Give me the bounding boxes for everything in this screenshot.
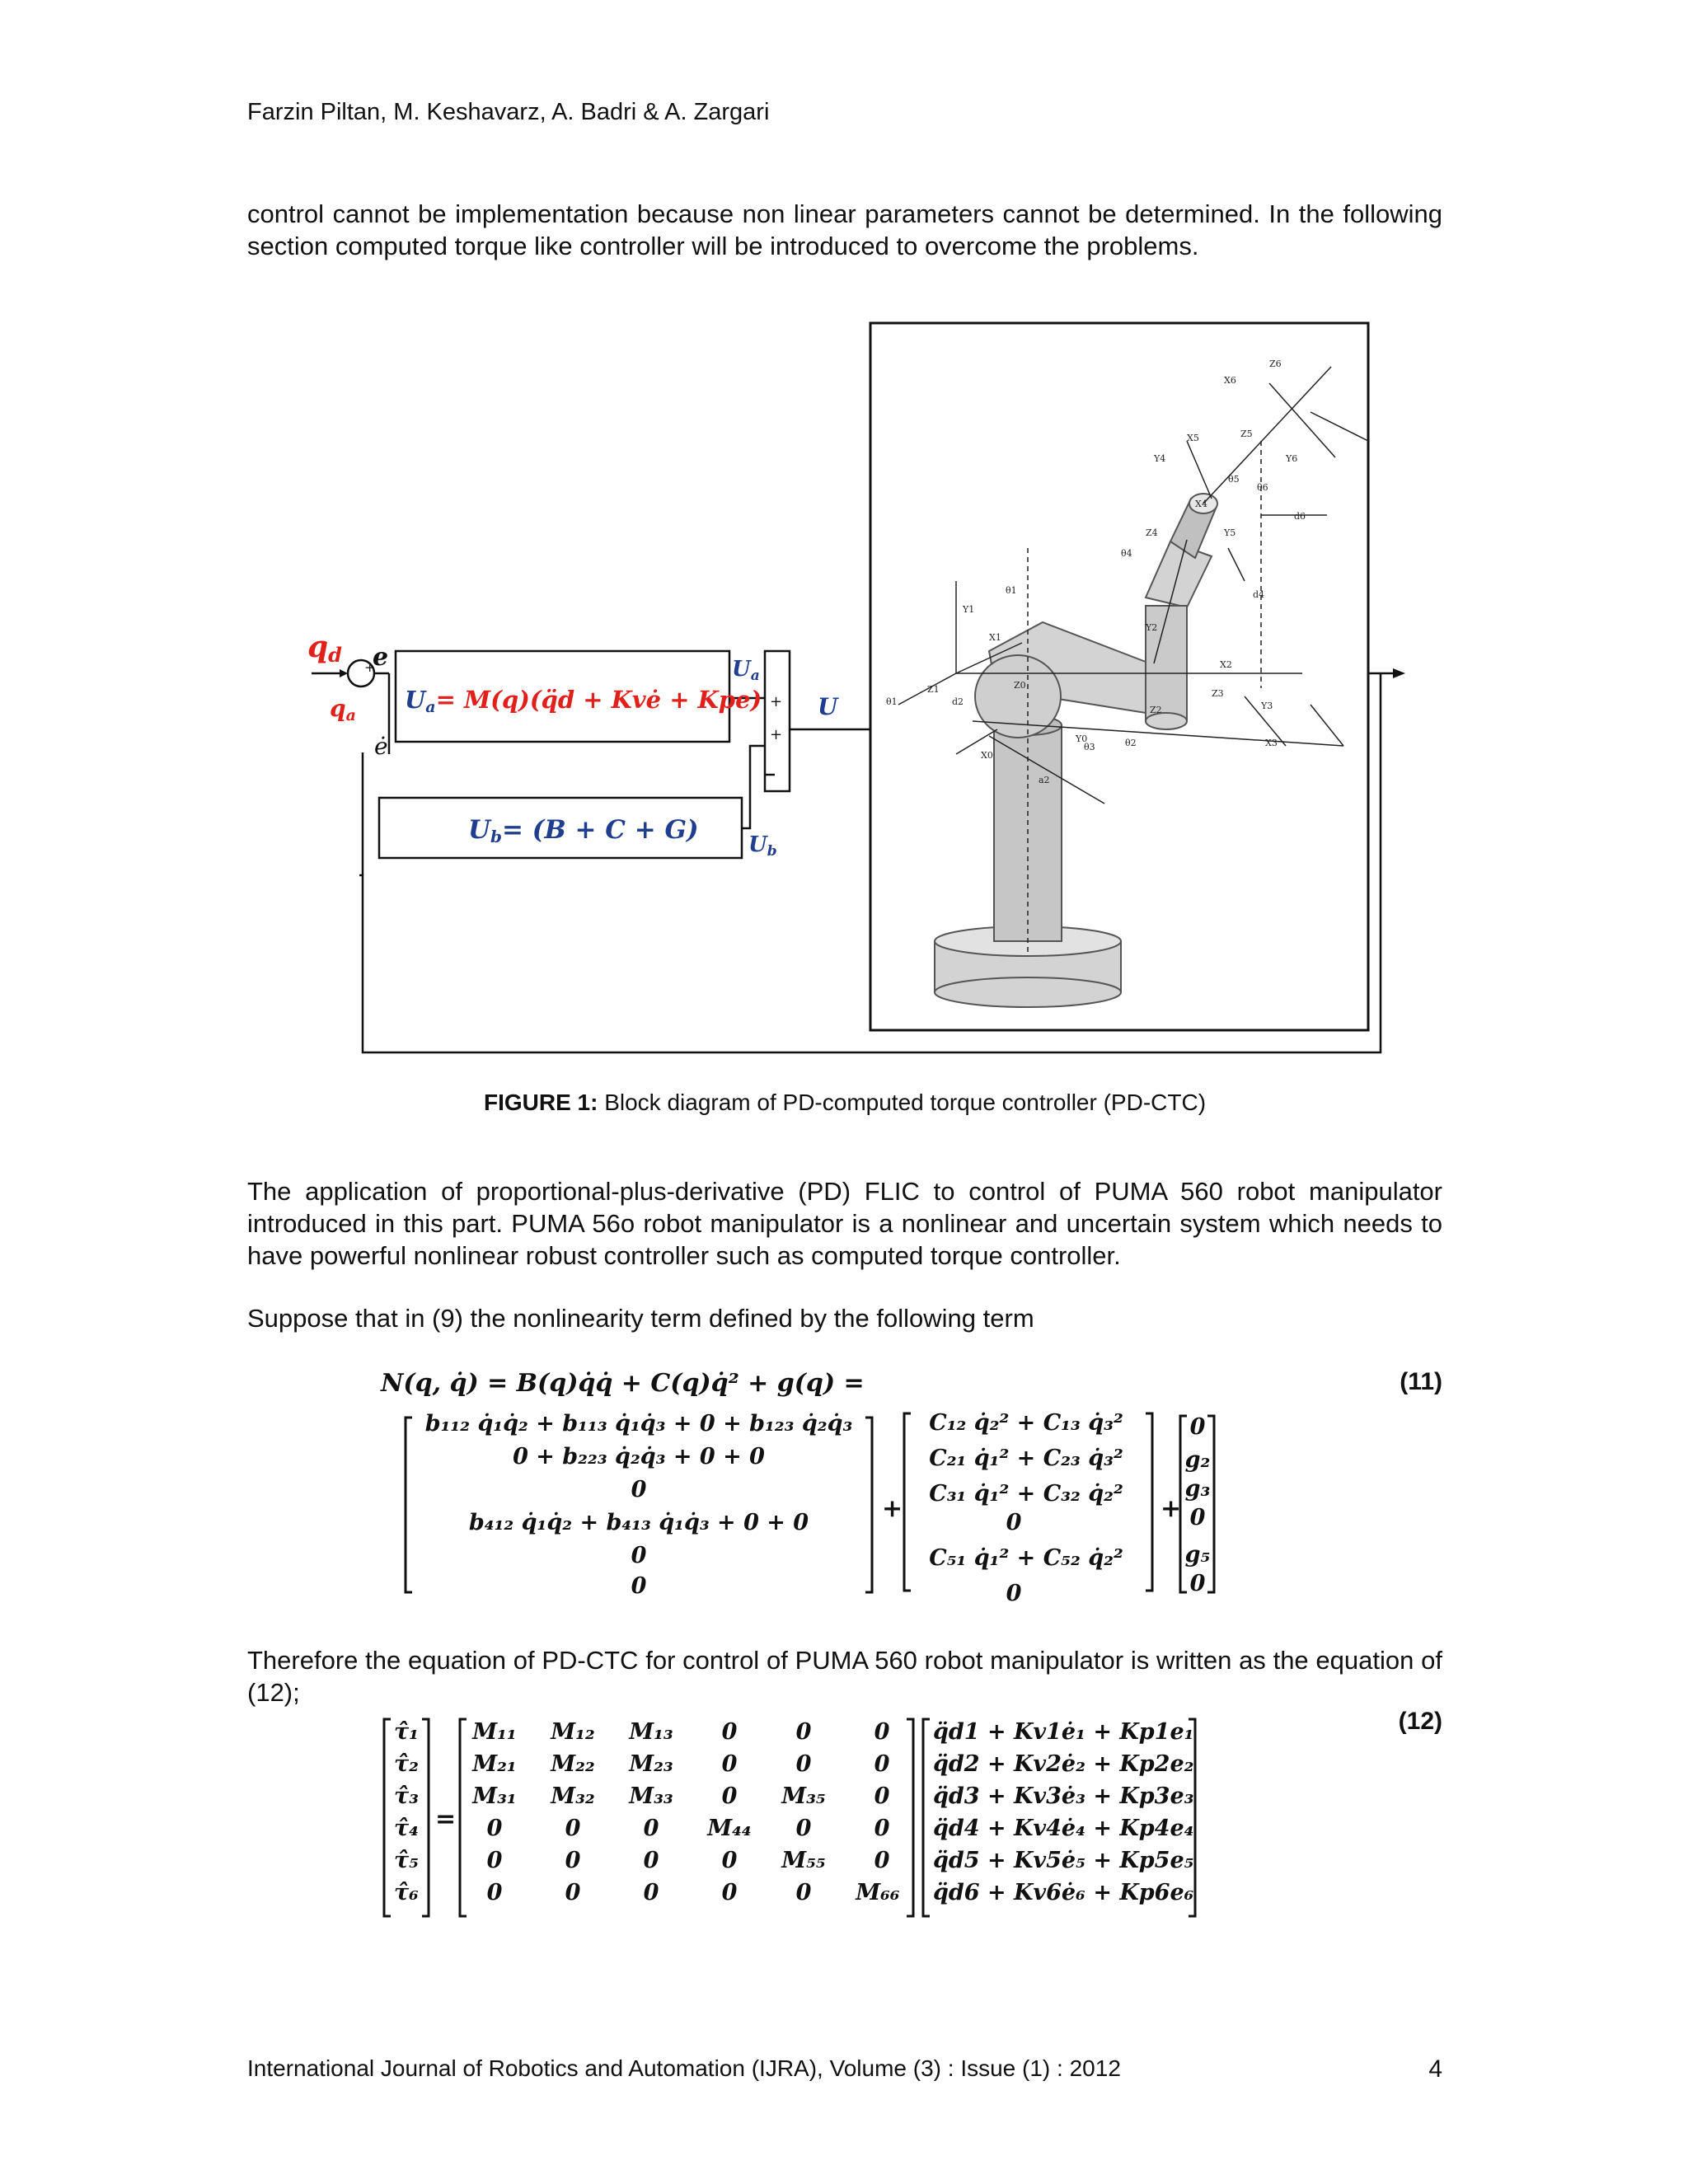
- svg-text:τ̂₂: τ̂₂: [394, 1751, 419, 1777]
- summer-plus-bottom: +: [770, 726, 783, 743]
- svg-text:θ3: θ3: [1084, 742, 1095, 752]
- svg-text:X1: X1: [989, 632, 1001, 643]
- svg-text:Y1: Y1: [963, 604, 975, 615]
- svg-text:τ̂₁: τ̂₁: [394, 1719, 419, 1745]
- svg-text:0: 0: [1189, 1571, 1206, 1596]
- error-derivative-label: ė: [374, 733, 388, 760]
- svg-text:τ̂₄: τ̂₄: [394, 1816, 419, 1841]
- running-header: Farzin Piltan, M. Keshavarz, A. Badri & A. Zargari: [247, 99, 770, 125]
- intro-paragraph: control cannot be implementation because non linear parameters cannot be determined. In the following section computed torque like controller will be introduced to overcome the problems.: [247, 199, 1442, 260]
- svg-text:M₄₄: M₄₄: [707, 1816, 752, 1841]
- eq12-tau-column: [394, 1719, 419, 1905]
- svg-text:0: 0: [486, 1880, 503, 1905]
- svg-text:0: 0: [631, 1543, 647, 1568]
- svg-text:τ̂₆: τ̂₆: [394, 1880, 419, 1905]
- svg-text:0: 0: [643, 1848, 659, 1873]
- svg-text:X2: X2: [1220, 659, 1232, 670]
- journal-footer: International Journal of Robotics and Automation (IJRA), Volume (3) : Issue (1) : 2012: [247, 2055, 1121, 2081]
- svg-text:q̈d3 + Kv3ė₃ + Kp3e₃: q̈d3 + Kv3ė₃ + Kp3e₃: [933, 1783, 1194, 1809]
- svg-text:0: 0: [565, 1816, 581, 1841]
- svg-text:M₃₂: M₃₂: [551, 1783, 595, 1809]
- svg-text:0: 0: [631, 1573, 647, 1599]
- eq12-mass-matrix: [471, 1719, 900, 1905]
- svg-text:0: 0: [795, 1751, 812, 1777]
- svg-text:M₃₃: M₃₃: [629, 1783, 673, 1809]
- svg-text:Y0: Y0: [1076, 733, 1088, 744]
- svg-text:0: 0: [874, 1719, 890, 1745]
- caption-text: Block diagram of PD-computed torque controller (PD-CTC): [598, 1090, 1207, 1115]
- svg-text:Z3: Z3: [1212, 688, 1224, 699]
- svg-text:M₅₅: M₅₅: [781, 1848, 826, 1873]
- svg-text:0: 0: [486, 1816, 503, 1841]
- svg-text:0: 0: [643, 1880, 659, 1905]
- svg-text:M₂₃: M₂₃: [629, 1751, 673, 1777]
- svg-text:Z1: Z1: [927, 684, 940, 695]
- svg-text:θ6: θ6: [1257, 482, 1268, 493]
- svg-text:0: 0: [721, 1880, 738, 1905]
- svg-text:0: 0: [1006, 1510, 1022, 1535]
- svg-text:d2: d2: [952, 696, 964, 707]
- svg-text:Z5: Z5: [1240, 429, 1253, 439]
- svg-text:θ1: θ1: [886, 696, 898, 707]
- eq12-pd-vector: [933, 1719, 1194, 1905]
- ua-signal-label: Ua: [732, 657, 760, 684]
- svg-text:q̈d6 + Kv6ė₆ + Kp6e₆: q̈d6 + Kv6ė₆ + Kp6e₆: [933, 1880, 1194, 1905]
- eq11-c-column: [929, 1410, 1123, 1606]
- svg-text:0: 0: [565, 1880, 581, 1905]
- svg-text:0 + b₂₂₃ q̇₂q̇₃ + 0 + 0: 0 + b₂₂₃ q̇₂q̇₃ + 0 + 0: [513, 1444, 765, 1469]
- u-signal-label: U: [818, 693, 838, 720]
- svg-text:X0: X0: [981, 750, 993, 761]
- svg-text:C₃₁ q̇₁² + C₃₂ q̇₂²: C₃₁ q̇₁² + C₃₂ q̇₂²: [929, 1481, 1123, 1507]
- pd-ctc-equation-paragraph: Therefore the equation of PD-CTC for control of PUMA 560 robot manipulator is written as the equation of (12);: [247, 1646, 1442, 1707]
- svg-text:0: 0: [486, 1848, 503, 1873]
- svg-text:Z0: Z0: [1014, 680, 1026, 691]
- svg-text:Y5: Y5: [1224, 527, 1236, 538]
- svg-text:b₁₁₂ q̇₁q̇₂ + b₁₁₃ q̇₁q̇₃ + 0: b₁₁₂ q̇₁q̇₂ + b₁₁₃ q̇₁q̇₃ + 0 + b₁₂₃ q̇₂q̇₃: [424, 1411, 853, 1436]
- svg-text:d4: d4: [1253, 589, 1265, 600]
- equation-12-number: (12): [1398, 1708, 1442, 1735]
- svg-text:C₂₁ q̇₁² + C₂₃ q̇₃²: C₂₁ q̇₁² + C₂₃ q̇₃²: [929, 1446, 1123, 1471]
- eq11-g-column: [1185, 1414, 1211, 1596]
- eq11-lhs: N(q, q̇) = B(q)q̇q̇ + C(q)q̇² + g(q) =: [381, 1369, 865, 1398]
- page-number: 4: [1428, 2055, 1442, 2083]
- eq11-plus-2: +: [1160, 1494, 1182, 1523]
- svg-text:θ2: θ2: [1125, 738, 1137, 748]
- svg-text:X4: X4: [1195, 499, 1207, 509]
- svg-text:q̈d5 + Kv5ė₅ + Kp5e₅: q̈d5 + Kv5ė₅ + Kp5e₅: [933, 1848, 1194, 1873]
- svg-text:0: 0: [795, 1816, 812, 1841]
- svg-text:a2: a2: [1039, 775, 1050, 785]
- svg-text:0: 0: [874, 1848, 890, 1873]
- svg-text:M₃₅: M₃₅: [781, 1783, 826, 1809]
- svg-text:X6: X6: [1224, 375, 1236, 386]
- svg-text:0: 0: [795, 1719, 812, 1745]
- svg-text:d6: d6: [1294, 511, 1306, 522]
- caption-label: FIGURE 1:: [483, 1090, 598, 1115]
- svg-text:Z2: Z2: [1150, 705, 1162, 715]
- qa-label: qa: [330, 695, 356, 724]
- svg-text:0: 0: [721, 1751, 738, 1777]
- svg-text:Z4: Z4: [1146, 527, 1158, 538]
- svg-text:Z6: Z6: [1269, 359, 1282, 369]
- svg-text:C₁₂ q̇₂² + C₁₃ q̇₃²: C₁₂ q̇₂² + C₁₃ q̇₃²: [929, 1410, 1123, 1436]
- svg-text:0: 0: [565, 1848, 581, 1873]
- svg-text:θ1: θ1: [1006, 585, 1017, 596]
- svg-text:M₃₁: M₃₁: [472, 1783, 517, 1809]
- svg-text:0: 0: [643, 1816, 659, 1841]
- svg-text:g₃: g₃: [1184, 1476, 1211, 1502]
- svg-text:θ4: θ4: [1121, 548, 1132, 559]
- svg-text:M₁₃: M₁₃: [629, 1719, 673, 1745]
- svg-text:X3: X3: [1265, 738, 1278, 748]
- svg-text:0: 0: [1189, 1505, 1206, 1530]
- svg-text:q̈d1 + Kv1ė₁ + Kp1e₁: q̈d1 + Kv1ė₁ + Kp1e₁: [933, 1719, 1194, 1745]
- svg-text:g₂: g₂: [1184, 1447, 1211, 1473]
- ub-signal-label: Ub: [748, 832, 777, 860]
- sum-plus-sign: +: [364, 659, 376, 675]
- svg-text:0: 0: [721, 1719, 738, 1745]
- svg-text:b₄₁₂ q̇₁q̇₂ + b₄₁₃ q̇₁q̇₃ + 0: b₄₁₂ q̇₁q̇₂ + b₄₁₃ q̇₁q̇₃ + 0 + 0: [468, 1510, 809, 1535]
- control-summer: [765, 651, 790, 791]
- svg-text:0: 0: [874, 1783, 890, 1809]
- svg-text:X5: X5: [1187, 433, 1199, 443]
- equation-12: [379, 1714, 1212, 1929]
- figure-1-diagram: [297, 317, 1418, 1059]
- svg-text:C₅₁ q̇₁² + C₅₂ q̇₂²: C₅₁ q̇₁² + C₅₂ q̇₂²: [929, 1545, 1123, 1571]
- svg-text:θ5: θ5: [1228, 474, 1240, 485]
- svg-text:τ̂₅: τ̂₅: [394, 1848, 419, 1873]
- svg-text:0: 0: [874, 1816, 890, 1841]
- svg-text:q̈d4 + Kv4ė₄ + Kp4e₄: q̈d4 + Kv4ė₄ + Kp4e₄: [933, 1816, 1194, 1841]
- qd-label: qd: [307, 630, 342, 667]
- equation-11-number: (11): [1400, 1368, 1442, 1395]
- figure-caption: [247, 1090, 1442, 1116]
- summer-plus-top: +: [770, 693, 783, 710]
- svg-text:0: 0: [1006, 1581, 1022, 1606]
- svg-text:0: 0: [874, 1751, 890, 1777]
- svg-text:0: 0: [631, 1477, 647, 1502]
- svg-text:0: 0: [721, 1783, 738, 1809]
- svg-text:Y2: Y2: [1146, 622, 1158, 633]
- ua-equation: Ua= M(q)(q̈d + Kvė + Kpe): [405, 686, 762, 716]
- svg-text:M₁₂: M₁₂: [551, 1719, 595, 1745]
- svg-text:q̈d2 + Kv2ė₂ + Kp2e₂: q̈d2 + Kv2ė₂ + Kp2e₂: [933, 1751, 1194, 1777]
- svg-text:τ̂₃: τ̂₃: [394, 1783, 419, 1809]
- equation-11: [363, 1360, 1220, 1624]
- svg-text:0: 0: [1189, 1414, 1206, 1440]
- error-label: e: [373, 643, 389, 672]
- ub-equation: Ub= (B + C + G): [468, 815, 699, 846]
- svg-text:0: 0: [721, 1848, 738, 1873]
- pd-flic-paragraph: The application of proportional-plus-derivative (PD) FLIC to control of PUMA 560 robot manipulator introduced in this part. PUMA 56o robot manipulator is a nonlinear and uncertain system which needs to have powerful nonlinear robust controller such as computed torque controller.: [247, 1177, 1442, 1270]
- diagram-signal-labels: [307, 630, 839, 860]
- eq11-b-column: [425, 1411, 853, 1599]
- eq11-plus-1: +: [882, 1494, 903, 1523]
- svg-text:Y4: Y4: [1154, 453, 1166, 464]
- nonlinearity-intro-line: Suppose that in (9) the nonlinearity term defined by the following term: [247, 1304, 1034, 1333]
- svg-text:M₆₆: M₆₆: [856, 1880, 900, 1905]
- svg-text:M₁₁: M₁₁: [472, 1719, 517, 1745]
- svg-text:M₂₂: M₂₂: [551, 1751, 595, 1777]
- svg-text:0: 0: [795, 1880, 812, 1905]
- svg-text:Y6: Y6: [1286, 453, 1298, 464]
- svg-text:M₂₁: M₂₁: [472, 1751, 517, 1777]
- eq12-equals: =: [435, 1805, 457, 1834]
- svg-text:g₅: g₅: [1184, 1542, 1211, 1568]
- svg-text:Y3: Y3: [1261, 701, 1273, 711]
